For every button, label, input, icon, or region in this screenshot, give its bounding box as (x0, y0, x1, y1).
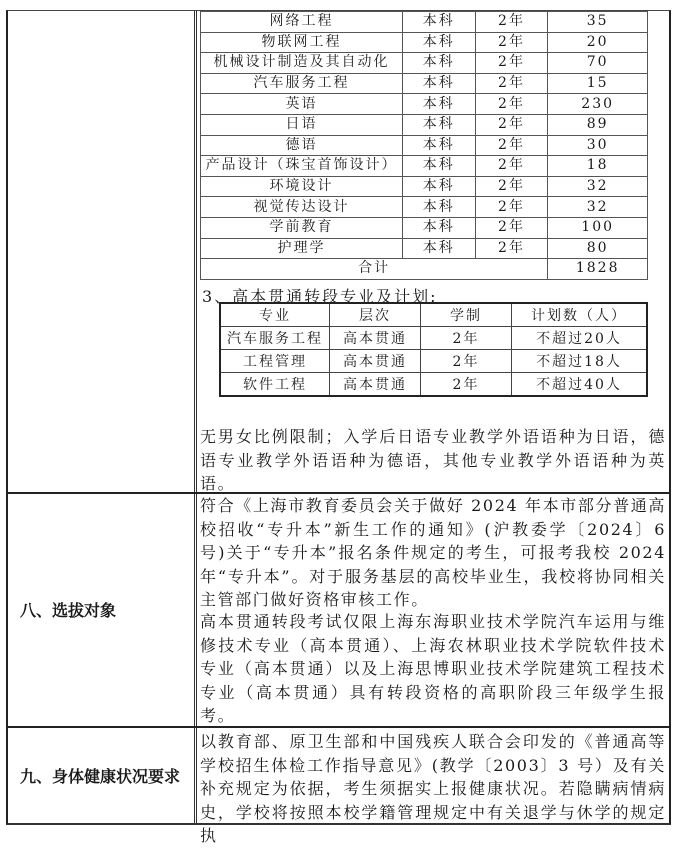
header-years: 学制 (421, 303, 512, 327)
major-cell: 英语 (201, 94, 403, 115)
table-row (201, 73, 648, 94)
count-cell: 32 (548, 197, 648, 218)
major-cell: 工程管理 (220, 350, 330, 373)
count-cell: 32 (548, 176, 648, 197)
years-cell: 2年 (475, 217, 548, 238)
table-row (220, 327, 647, 350)
level-cell: 本科 (402, 238, 475, 259)
level-cell: 高本贯通 (330, 350, 421, 373)
table-row (201, 114, 648, 135)
years-cell: 2年 (475, 197, 548, 218)
count-cell: 100 (548, 217, 648, 238)
table-row (201, 53, 648, 74)
section-label-selection-target: 八、选拔对象 (20, 601, 117, 620)
header-major: 专业 (220, 303, 330, 327)
major-cell: 产品设计（珠宝首饰设计） (201, 156, 403, 177)
table-row (201, 176, 648, 197)
major-cell: 德语 (201, 135, 403, 156)
major-cell: 网络工程 (201, 12, 403, 33)
years-cell: 2年 (421, 350, 512, 373)
count-cell: 15 (548, 73, 648, 94)
years-cell: 2年 (421, 327, 512, 350)
table-row (201, 156, 648, 177)
count-cell: 35 (548, 12, 648, 33)
level-cell: 本科 (402, 135, 475, 156)
major-cell: 汽车服务工程 (201, 73, 403, 94)
plan-cell: 不超过20人 (512, 327, 648, 350)
table-row (220, 373, 647, 397)
gaoben-heading: 3、高本贯通转段专业及计划: (202, 287, 438, 306)
header-plan: 计划数（人） (512, 303, 648, 327)
gaoben-plan-table (219, 302, 648, 397)
major-cell: 软件工程 (220, 373, 330, 397)
major-cell: 物联网工程 (201, 32, 403, 53)
plan-cell: 不超过40人 (512, 373, 648, 397)
table-row (201, 12, 648, 33)
header-level: 层次 (330, 303, 421, 327)
total-label: 合计 (201, 259, 548, 280)
years-cell: 2年 (475, 238, 548, 259)
years-cell: 2年 (475, 114, 548, 135)
count-cell: 18 (548, 156, 648, 177)
level-cell: 本科 (402, 217, 475, 238)
total-row (201, 259, 648, 280)
years-cell: 2年 (475, 32, 548, 53)
major-cell: 学前教育 (201, 217, 403, 238)
count-cell: 70 (548, 53, 648, 74)
level-cell: 本科 (402, 53, 475, 74)
major-cell: 机械设计制造及其自动化 (201, 53, 403, 74)
years-cell: 2年 (475, 135, 548, 156)
selection-paragraph-2: 高本贯通转段考试仅限上海东海职业技术学院汽车运用与维修技术专业（高本贯通）、上海农林职业技术学院软件技术专业（高本贯通）以及上海思博职业技术学院建筑工程技术专业（高本贯通）具有转段资格的高职阶段三年级学生报考。 (200, 612, 666, 725)
major-cell: 护理学 (201, 238, 403, 259)
level-cell: 本科 (402, 94, 475, 115)
years-cell: 2年 (475, 12, 548, 33)
count-cell: 80 (548, 238, 648, 259)
level-cell: 本科 (402, 114, 475, 135)
total-value: 1828 (548, 259, 648, 280)
selection-paragraph-1: 符合《上海市教育委员会关于做好 2024 年本市部分普通高校招收“专升本”新生工作的通知》(沪教委学〔2024〕6 号)关于“专升本”报名条件规定的考生，可报考我校 2024 年“专升本”。对于服务基层的高校毕业生，我校将协同相关主管部门做好资格审核工作。 (200, 496, 666, 609)
level-cell: 本科 (402, 73, 475, 94)
level-cell: 高本贯通 (330, 327, 421, 350)
table-row (201, 32, 648, 53)
table-row (201, 217, 648, 238)
major-cell: 日语 (201, 114, 403, 135)
count-cell: 230 (548, 94, 648, 115)
major-cell: 视觉传达设计 (201, 197, 403, 218)
plan-cell: 不超过18人 (512, 350, 648, 373)
years-cell: 2年 (421, 373, 512, 397)
years-cell: 2年 (475, 94, 548, 115)
major-cell: 环境设计 (201, 176, 403, 197)
table-row (201, 135, 648, 156)
table-row (201, 238, 648, 259)
table-row (201, 197, 648, 218)
health-paragraph: 以教育部、原卫生部和中国残疾人联合会印发的《普通高等学校招生体检工作指导意见》(教学〔2003〕3 号）及有关补充规定为依据，考生须据实上报健康状况。若隐瞒病情病史，学校将按照本校学籍管理规定中有关退学与休学的规定执 (200, 732, 666, 845)
majors-plan-table (200, 11, 648, 280)
level-cell: 本科 (402, 197, 475, 218)
major-cell: 汽车服务工程 (220, 327, 330, 350)
count-cell: 30 (548, 135, 648, 156)
level-cell: 高本贯通 (330, 373, 421, 397)
column-divider (194, 11, 197, 823)
years-cell: 2年 (475, 156, 548, 177)
level-cell: 本科 (402, 32, 475, 53)
level-cell: 本科 (402, 156, 475, 177)
years-cell: 2年 (475, 73, 548, 94)
level-cell: 本科 (402, 12, 475, 33)
section-label-health-requirements: 九、身体健康状况要求 (20, 767, 181, 786)
count-cell: 89 (548, 114, 648, 135)
language-note: 无男女比例限制；入学后日语专业教学外语语种为日语，德语专业教学外语语种为德语，其他专业教学外语语种为英语。 (200, 427, 666, 493)
table-row (220, 350, 647, 373)
count-cell: 20 (548, 32, 648, 53)
level-cell: 本科 (402, 176, 475, 197)
years-cell: 2年 (475, 53, 548, 74)
gaoben-header-row (220, 303, 647, 327)
years-cell: 2年 (475, 176, 548, 197)
table-row (201, 94, 648, 115)
